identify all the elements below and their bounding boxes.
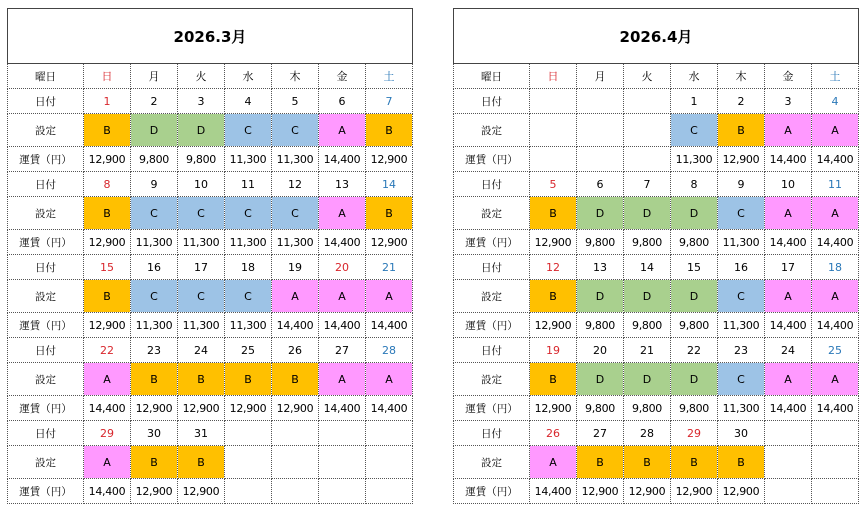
setting-cell xyxy=(812,446,859,479)
fare-row xyxy=(454,147,859,172)
fare-cell: 12,900 xyxy=(577,479,624,504)
date-cell: 16 xyxy=(718,255,765,280)
date-cell: 7 xyxy=(366,89,413,114)
setting-row xyxy=(454,197,859,230)
setting-cell xyxy=(765,446,812,479)
fare-cell: 12,900 xyxy=(366,147,413,172)
row-label-date: 日付 xyxy=(8,338,84,363)
setting-cell: B xyxy=(131,363,178,396)
date-cell: 28 xyxy=(624,421,671,446)
fare-cell: 9,800 xyxy=(671,230,718,255)
date-cell: 21 xyxy=(624,338,671,363)
date-row xyxy=(454,338,859,363)
fare-cell: 14,400 xyxy=(530,479,577,504)
setting-row xyxy=(8,446,413,479)
row-label-fare: 運賃（円） xyxy=(8,313,84,338)
date-row xyxy=(454,421,859,446)
fare-cell: 11,300 xyxy=(718,396,765,421)
row-label-setting: 設定 xyxy=(454,114,530,147)
fare-cell: 14,400 xyxy=(319,147,366,172)
setting-cell: B xyxy=(624,446,671,479)
setting-cell: D xyxy=(624,197,671,230)
date-cell: 3 xyxy=(178,89,225,114)
row-label-date: 日付 xyxy=(8,255,84,280)
row-label-setting: 設定 xyxy=(454,280,530,313)
setting-cell xyxy=(272,446,319,479)
date-cell: 15 xyxy=(84,255,131,280)
calendar-title: 2026.4月 xyxy=(454,9,859,64)
row-label-setting: 設定 xyxy=(8,280,84,313)
date-cell xyxy=(319,421,366,446)
setting-cell: C xyxy=(225,197,272,230)
fare-cell xyxy=(812,479,859,504)
date-cell xyxy=(530,89,577,114)
setting-cell: C xyxy=(272,114,319,147)
setting-row xyxy=(454,446,859,479)
date-cell: 2 xyxy=(131,89,178,114)
weekday-header: 日 xyxy=(84,64,131,89)
date-cell: 25 xyxy=(812,338,859,363)
setting-cell: B xyxy=(366,197,413,230)
date-cell: 5 xyxy=(530,172,577,197)
setting-cell: C xyxy=(671,114,718,147)
date-cell xyxy=(812,421,859,446)
row-label-date: 日付 xyxy=(8,172,84,197)
setting-cell: D xyxy=(671,280,718,313)
setting-cell: B xyxy=(366,114,413,147)
date-cell: 5 xyxy=(272,89,319,114)
weekday-header: 水 xyxy=(225,64,272,89)
row-label-date: 日付 xyxy=(454,255,530,280)
setting-cell: B xyxy=(272,363,319,396)
fare-cell: 12,900 xyxy=(84,313,131,338)
date-cell: 12 xyxy=(530,255,577,280)
fare-row xyxy=(454,230,859,255)
fare-cell: 12,900 xyxy=(530,313,577,338)
row-label-fare: 運賃（円） xyxy=(8,147,84,172)
date-cell: 28 xyxy=(366,338,413,363)
date-cell: 1 xyxy=(671,89,718,114)
setting-cell: A xyxy=(765,280,812,313)
row-label-fare: 運賃（円） xyxy=(8,396,84,421)
fare-row xyxy=(8,396,413,421)
fare-row xyxy=(8,230,413,255)
row-label-setting: 設定 xyxy=(8,114,84,147)
setting-cell: A xyxy=(366,280,413,313)
date-cell: 11 xyxy=(225,172,272,197)
fare-cell: 12,900 xyxy=(624,479,671,504)
fare-cell: 12,900 xyxy=(131,396,178,421)
fare-cell: 9,800 xyxy=(131,147,178,172)
setting-cell: B xyxy=(577,446,624,479)
row-label-setting: 設定 xyxy=(8,446,84,479)
fare-cell: 11,300 xyxy=(272,147,319,172)
date-cell xyxy=(272,421,319,446)
setting-cell xyxy=(225,446,272,479)
fare-cell: 14,400 xyxy=(366,313,413,338)
date-row xyxy=(8,255,413,280)
setting-cell: C xyxy=(178,197,225,230)
fare-cell: 9,800 xyxy=(624,230,671,255)
fare-cell xyxy=(530,147,577,172)
setting-row xyxy=(8,280,413,313)
setting-cell: A xyxy=(319,280,366,313)
row-label-date: 日付 xyxy=(454,172,530,197)
weekday-header: 土 xyxy=(366,64,413,89)
setting-cell: A xyxy=(812,114,859,147)
row-label-setting: 設定 xyxy=(454,197,530,230)
setting-cell: C xyxy=(718,363,765,396)
date-cell: 12 xyxy=(272,172,319,197)
date-cell: 8 xyxy=(84,172,131,197)
weekday-header: 火 xyxy=(178,64,225,89)
setting-cell: B xyxy=(718,114,765,147)
weekday-header-row xyxy=(454,64,859,89)
fare-cell: 9,800 xyxy=(624,396,671,421)
fare-cell: 9,800 xyxy=(577,313,624,338)
setting-cell: D xyxy=(178,114,225,147)
setting-cell xyxy=(319,446,366,479)
date-cell: 14 xyxy=(366,172,413,197)
row-label-fare: 運賃（円） xyxy=(454,396,530,421)
row-label-fare: 運賃（円） xyxy=(454,230,530,255)
setting-cell: C xyxy=(718,280,765,313)
fare-cell: 14,400 xyxy=(319,396,366,421)
date-cell: 23 xyxy=(718,338,765,363)
fare-cell xyxy=(366,479,413,504)
row-label-date: 日付 xyxy=(454,338,530,363)
setting-cell: A xyxy=(319,363,366,396)
fare-cell xyxy=(624,147,671,172)
fare-cell: 9,800 xyxy=(671,313,718,338)
setting-row xyxy=(454,114,859,147)
date-cell: 31 xyxy=(178,421,225,446)
fare-cell: 11,300 xyxy=(131,313,178,338)
weekday-header: 木 xyxy=(272,64,319,89)
setting-cell: C xyxy=(225,280,272,313)
calendar-april-2026 xyxy=(453,8,859,504)
fare-cell: 14,400 xyxy=(765,396,812,421)
setting-cell: B xyxy=(84,280,131,313)
setting-cell: A xyxy=(272,280,319,313)
weekday-header: 金 xyxy=(765,64,812,89)
date-cell: 6 xyxy=(319,89,366,114)
date-cell: 25 xyxy=(225,338,272,363)
setting-cell: A xyxy=(765,197,812,230)
fare-row xyxy=(454,396,859,421)
setting-row xyxy=(454,280,859,313)
setting-cell: D xyxy=(577,363,624,396)
date-row xyxy=(8,172,413,197)
fare-row xyxy=(454,313,859,338)
date-cell: 13 xyxy=(577,255,624,280)
calendar-title: 2026.3月 xyxy=(8,9,413,64)
fare-cell: 14,400 xyxy=(319,230,366,255)
setting-cell: C xyxy=(718,197,765,230)
fare-cell: 14,400 xyxy=(765,230,812,255)
fare-cell: 11,300 xyxy=(671,147,718,172)
fare-cell: 14,400 xyxy=(812,147,859,172)
fare-cell: 9,800 xyxy=(577,230,624,255)
setting-cell: D xyxy=(624,280,671,313)
date-cell: 26 xyxy=(530,421,577,446)
fare-row xyxy=(8,313,413,338)
fare-cell: 9,800 xyxy=(577,396,624,421)
setting-cell: D xyxy=(131,114,178,147)
weekday-header: 水 xyxy=(671,64,718,89)
weekday-header-row xyxy=(8,64,413,89)
fare-row xyxy=(454,479,859,504)
setting-cell: A xyxy=(319,114,366,147)
fare-row xyxy=(8,479,413,504)
setting-cell: D xyxy=(671,197,718,230)
date-cell: 10 xyxy=(765,172,812,197)
date-cell: 26 xyxy=(272,338,319,363)
fare-cell xyxy=(225,479,272,504)
row-label-fare: 運賃（円） xyxy=(8,230,84,255)
setting-cell: C xyxy=(225,114,272,147)
fare-cell: 9,800 xyxy=(624,313,671,338)
weekday-header: 木 xyxy=(718,64,765,89)
fare-cell: 12,900 xyxy=(366,230,413,255)
date-cell: 2 xyxy=(718,89,765,114)
fare-cell: 11,300 xyxy=(718,230,765,255)
fare-cell: 9,800 xyxy=(671,396,718,421)
fare-cell: 11,300 xyxy=(225,230,272,255)
date-cell xyxy=(366,421,413,446)
date-cell: 17 xyxy=(178,255,225,280)
setting-cell: C xyxy=(131,197,178,230)
date-cell: 27 xyxy=(577,421,624,446)
setting-cell xyxy=(530,114,577,147)
date-cell: 3 xyxy=(765,89,812,114)
fare-cell: 14,400 xyxy=(812,396,859,421)
row-label-weekday: 曜日 xyxy=(8,64,84,89)
date-cell: 22 xyxy=(84,338,131,363)
date-row xyxy=(8,89,413,114)
date-cell: 14 xyxy=(624,255,671,280)
fare-cell: 12,900 xyxy=(272,396,319,421)
row-label-fare: 運賃（円） xyxy=(8,479,84,504)
setting-cell xyxy=(366,446,413,479)
setting-cell: D xyxy=(624,363,671,396)
setting-cell: A xyxy=(812,363,859,396)
fare-cell: 12,900 xyxy=(718,147,765,172)
setting-cell: B xyxy=(178,446,225,479)
date-cell: 1 xyxy=(84,89,131,114)
date-cell: 18 xyxy=(812,255,859,280)
date-cell: 9 xyxy=(718,172,765,197)
fare-cell: 12,900 xyxy=(530,396,577,421)
fare-cell: 14,400 xyxy=(812,313,859,338)
row-label-date: 日付 xyxy=(454,421,530,446)
setting-cell: D xyxy=(671,363,718,396)
date-row xyxy=(454,172,859,197)
date-cell: 13 xyxy=(319,172,366,197)
setting-cell: B xyxy=(530,280,577,313)
setting-cell: A xyxy=(530,446,577,479)
setting-cell: B xyxy=(84,197,131,230)
setting-row xyxy=(8,114,413,147)
setting-cell: B xyxy=(530,197,577,230)
weekday-header: 火 xyxy=(624,64,671,89)
date-cell: 20 xyxy=(319,255,366,280)
weekday-header: 月 xyxy=(131,64,178,89)
row-label-fare: 運賃（円） xyxy=(454,313,530,338)
date-row xyxy=(454,89,859,114)
row-label-setting: 設定 xyxy=(8,363,84,396)
fare-cell: 12,900 xyxy=(530,230,577,255)
fare-cell: 11,300 xyxy=(225,147,272,172)
setting-cell: A xyxy=(84,446,131,479)
fare-cell: 14,400 xyxy=(366,396,413,421)
fare-cell: 14,400 xyxy=(765,147,812,172)
row-label-date: 日付 xyxy=(8,421,84,446)
fare-cell: 11,300 xyxy=(272,230,319,255)
fare-cell xyxy=(577,147,624,172)
date-cell: 24 xyxy=(765,338,812,363)
date-cell xyxy=(225,421,272,446)
date-cell: 11 xyxy=(812,172,859,197)
setting-cell: A xyxy=(765,363,812,396)
setting-cell: B xyxy=(178,363,225,396)
setting-cell: B xyxy=(225,363,272,396)
fare-cell xyxy=(765,479,812,504)
setting-cell: C xyxy=(272,197,319,230)
row-label-setting: 設定 xyxy=(8,197,84,230)
weekday-header: 金 xyxy=(319,64,366,89)
date-cell: 8 xyxy=(671,172,718,197)
setting-cell: B xyxy=(530,363,577,396)
row-label-weekday: 曜日 xyxy=(454,64,530,89)
setting-cell: B xyxy=(84,114,131,147)
fare-row xyxy=(8,147,413,172)
fare-cell: 14,400 xyxy=(84,479,131,504)
setting-cell: D xyxy=(577,280,624,313)
row-label-date: 日付 xyxy=(8,89,84,114)
fare-cell: 11,300 xyxy=(131,230,178,255)
setting-cell: A xyxy=(84,363,131,396)
setting-row xyxy=(8,363,413,396)
date-cell: 7 xyxy=(624,172,671,197)
setting-row xyxy=(8,197,413,230)
setting-cell: A xyxy=(366,363,413,396)
row-label-fare: 運賃（円） xyxy=(454,479,530,504)
fare-cell: 12,900 xyxy=(671,479,718,504)
date-cell: 9 xyxy=(131,172,178,197)
setting-cell: A xyxy=(765,114,812,147)
date-cell: 27 xyxy=(319,338,366,363)
fare-cell: 11,300 xyxy=(225,313,272,338)
date-cell: 29 xyxy=(84,421,131,446)
date-cell: 30 xyxy=(131,421,178,446)
weekday-header: 日 xyxy=(530,64,577,89)
date-cell xyxy=(577,89,624,114)
fare-cell: 12,900 xyxy=(178,479,225,504)
date-cell: 22 xyxy=(671,338,718,363)
fare-cell: 12,900 xyxy=(131,479,178,504)
setting-cell xyxy=(577,114,624,147)
fare-cell: 11,300 xyxy=(718,313,765,338)
date-cell: 20 xyxy=(577,338,624,363)
date-cell: 29 xyxy=(671,421,718,446)
fare-cell: 14,400 xyxy=(319,313,366,338)
setting-cell: A xyxy=(812,280,859,313)
fare-cell: 14,400 xyxy=(272,313,319,338)
date-cell: 19 xyxy=(530,338,577,363)
date-cell: 24 xyxy=(178,338,225,363)
fare-cell: 12,900 xyxy=(718,479,765,504)
fare-cell: 9,800 xyxy=(178,147,225,172)
date-row xyxy=(8,338,413,363)
date-row xyxy=(454,255,859,280)
row-label-setting: 設定 xyxy=(454,446,530,479)
fare-cell: 14,400 xyxy=(812,230,859,255)
row-label-date: 日付 xyxy=(454,89,530,114)
date-cell xyxy=(765,421,812,446)
calendar-march-2026 xyxy=(7,8,413,504)
fare-cell: 11,300 xyxy=(178,313,225,338)
row-label-fare: 運賃（円） xyxy=(454,147,530,172)
setting-cell: C xyxy=(131,280,178,313)
fare-cell: 12,900 xyxy=(84,230,131,255)
fare-cell xyxy=(272,479,319,504)
row-label-setting: 設定 xyxy=(454,363,530,396)
weekday-header: 土 xyxy=(812,64,859,89)
fare-cell: 12,900 xyxy=(225,396,272,421)
setting-cell: B xyxy=(671,446,718,479)
fare-cell: 12,900 xyxy=(84,147,131,172)
setting-cell: B xyxy=(131,446,178,479)
setting-cell: B xyxy=(718,446,765,479)
fare-cell: 12,900 xyxy=(178,396,225,421)
setting-cell: C xyxy=(178,280,225,313)
date-cell: 23 xyxy=(131,338,178,363)
fare-cell: 14,400 xyxy=(84,396,131,421)
setting-cell xyxy=(624,114,671,147)
date-cell: 21 xyxy=(366,255,413,280)
setting-row xyxy=(454,363,859,396)
date-cell: 18 xyxy=(225,255,272,280)
weekday-header: 月 xyxy=(577,64,624,89)
fare-cell xyxy=(319,479,366,504)
setting-cell: A xyxy=(812,197,859,230)
date-cell xyxy=(624,89,671,114)
date-cell: 6 xyxy=(577,172,624,197)
date-row xyxy=(8,421,413,446)
date-cell: 17 xyxy=(765,255,812,280)
date-cell: 16 xyxy=(131,255,178,280)
fare-cell: 11,300 xyxy=(178,230,225,255)
date-cell: 15 xyxy=(671,255,718,280)
setting-cell: A xyxy=(319,197,366,230)
date-cell: 10 xyxy=(178,172,225,197)
date-cell: 4 xyxy=(812,89,859,114)
setting-cell: D xyxy=(577,197,624,230)
date-cell: 19 xyxy=(272,255,319,280)
date-cell: 4 xyxy=(225,89,272,114)
date-cell: 30 xyxy=(718,421,765,446)
fare-cell: 14,400 xyxy=(765,313,812,338)
